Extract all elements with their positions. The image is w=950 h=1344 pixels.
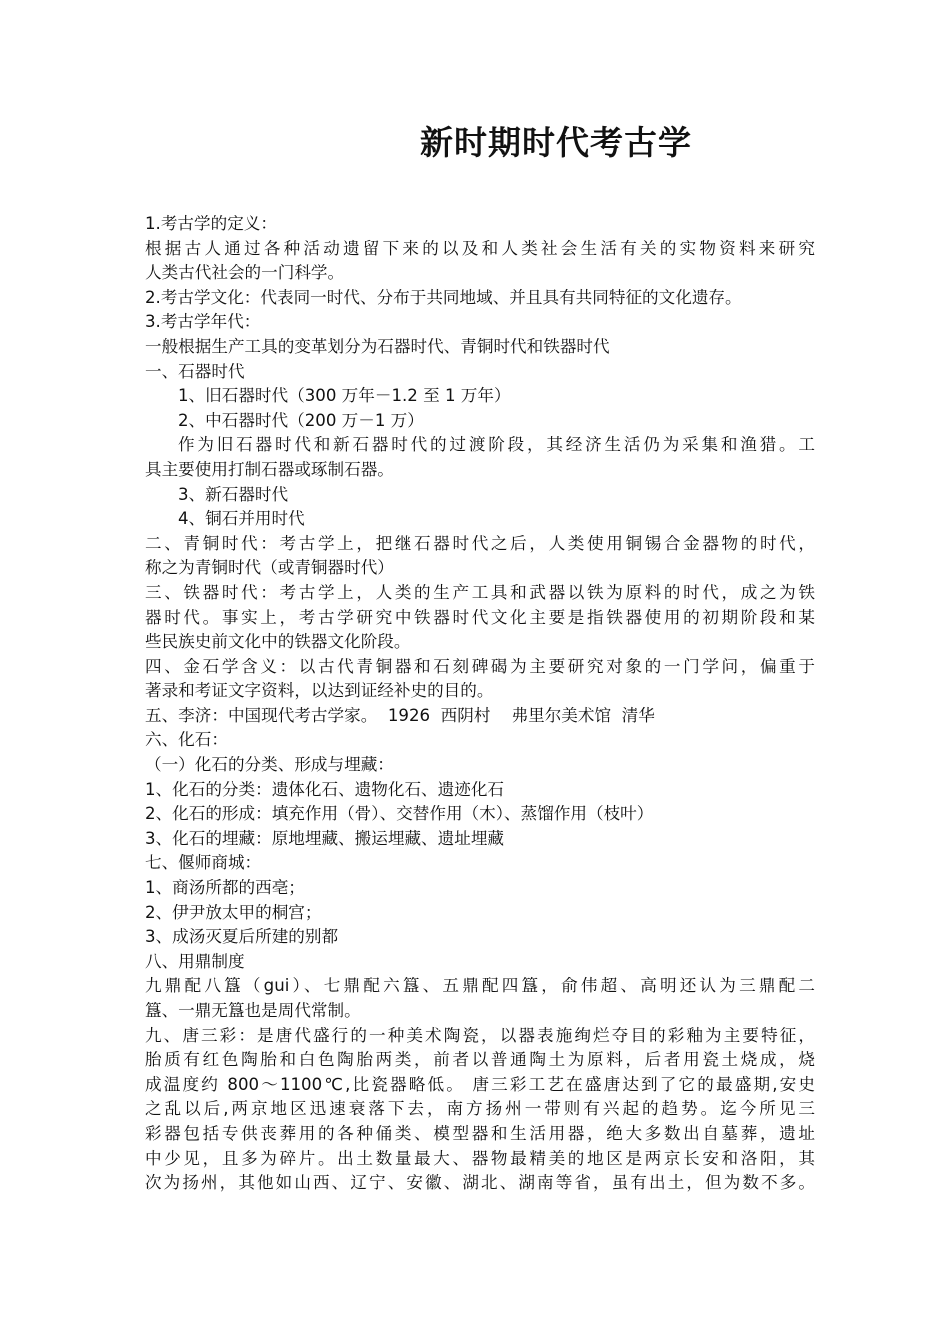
text-line: 1、化石的分类：遗体化石、遗物化石、遗迹化石: [145, 779, 505, 799]
text-line: （一）化石的分类、形成与埋藏：: [145, 755, 394, 775]
text-line: 六、化石：: [145, 730, 228, 750]
text-line: 次为扬州，其他如山西、辽宁、安徽、湖北、湖南等省，虽有出土，但为数不多。: [145, 1173, 815, 1193]
text-line: 2、伊尹放太甲的桐宫；: [145, 902, 322, 922]
text-line: 具主要使用打制石器或琢制石器。: [145, 459, 394, 479]
text-line: 作为旧石器时代和新石器时代的过渡阶段，其经济生活仍为采集和渔猎。工: [178, 435, 815, 455]
text-line: 七、偃师商城：: [145, 853, 262, 873]
text-line: 器时代。事实上，考古学研究中铁器时代文化主要是指铁器使用的初期阶段和某: [145, 607, 815, 627]
text-line: 人类古代社会的一门科学。: [145, 263, 345, 283]
document-body: [145, 212, 815, 1196]
text-line: 1、旧石器时代（300 万年－1.2 至 1 万年）: [178, 386, 511, 406]
text-line: 二、青铜时代：考古学上，把继石器时代之后，人类使用铜锡合金器物的时代，: [145, 533, 815, 553]
text-line: 成温度约 800～1100℃,比瓷器略低。 唐三彩工艺在盛唐达到了它的最盛期,安史: [145, 1074, 815, 1094]
text-line: 九鼎配八簋（gui）、七鼎配六簋、五鼎配四簋，俞伟超、高明还认为三鼎配二: [145, 976, 815, 996]
text-line: 1.考古学的定义：: [145, 214, 277, 233]
text-line: 称之为青铜时代（或青铜器时代）: [145, 558, 394, 578]
text-line: 一般根据生产工具的变革划分为石器时代、青铜时代和铁器时代: [145, 336, 610, 356]
text-line: 中少见，且多为碎片。出土数量最大、器物最精美的地区是两京长安和洛阳，其: [145, 1148, 815, 1168]
text-line: 九、唐三彩：是唐代盛行的一种美术陶瓷，以器表施绚烂夺目的彩釉为主要特征，: [145, 1025, 815, 1045]
text-line: 八、用鼎制度: [145, 951, 245, 971]
text-line: 3、化石的埋藏：原地埋藏、搬运埋藏、遗址埋藏: [145, 828, 505, 848]
text-line: 根据古人通过各种活动遗留下来的以及和人类社会生活有关的实物资料来研究: [145, 238, 815, 258]
text-line: 著录和考证文字资料，以达到证经补史的目的。: [145, 681, 494, 701]
text-line: 之乱以后,两京地区迅速衰落下去，南方扬州一带则有兴起的趋势。迄今所见三: [145, 1099, 815, 1119]
text-line: 些民族史前文化中的铁器文化阶段。: [145, 632, 411, 652]
text-line: 3、成汤灭夏后所建的别都: [145, 927, 339, 947]
text-line: 胎质有红色陶胎和白色陶胎两类，前者以普通陶土为原料，后者用瓷土烧成，烧: [145, 1050, 815, 1070]
text-line: 彩器包括专供丧葬用的各种俑类、模型器和生活用器，绝大多数出自墓葬，遗址: [145, 1123, 815, 1143]
text-line: 3.考古学年代：: [145, 312, 261, 332]
text-line: 五、李济：中国现代考古学家。 1926 西阴村 弗里尔美术馆 清华: [145, 705, 655, 725]
text-line: 3、新石器时代: [178, 484, 289, 504]
text-line: 1、商汤所都的西亳；: [145, 878, 305, 898]
document-title: 新时期时代考古学: [420, 123, 692, 162]
text-line: 一、石器时代: [145, 361, 245, 381]
text-line: 2.考古学文化：代表同一时代、分布于共同地域、并且具有共同特征的文化遗存。: [145, 287, 742, 307]
text-line: 2、化石的形成：填充作用（骨）、交替作用（木）、蒸馏作用（枝叶）: [145, 804, 654, 824]
text-line: 4、铜石并用时代: [178, 509, 305, 529]
text-line: 三、铁器时代：考古学上，人类的生产工具和武器以铁为原料的时代，成之为铁: [145, 582, 815, 602]
text-line: 2、中石器时代（200 万－1 万）: [178, 410, 424, 430]
text-line: 四、金石学含义：以古代青铜器和石刻碑碣为主要研究对象的一门学问，偏重于: [145, 656, 815, 676]
text-line: 簋、一鼎无簋也是周代常制。: [145, 1001, 361, 1020]
